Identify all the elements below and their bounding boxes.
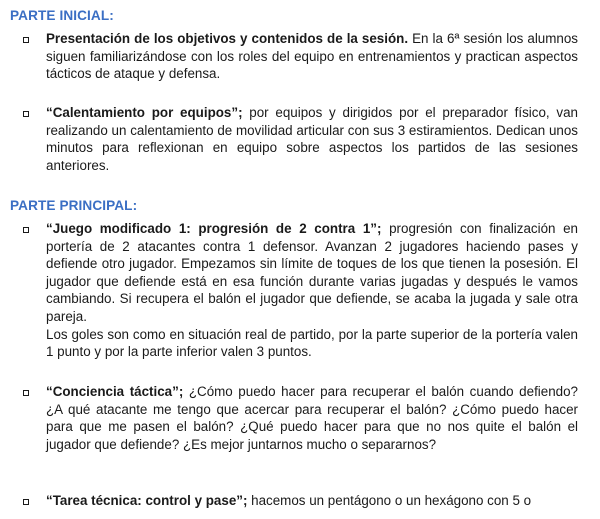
list-item-body: hacemos un pentágono o un hexágono con 5 o (247, 493, 532, 508)
list-item-body: En la 6ª sesión los alumnos siguen familiarizándose con los roles del equipo en entrenamientos y practican aspectos tácticos de ataque y defensa. (46, 31, 579, 82)
list-item (20, 383, 578, 453)
list-item-body: ¿Cómo puedo hacer para recuperar el balón cuando defiendo? ¿A qué atacante me tengo que acercar para recuperar el balón? ¿Cómo puedo hacer para que me pasen el balón? ¿Qué puedo hacer para que no nos quite el balón el jugador que defiende? ¿Es mejor juntarnos mucho o separarnos? (46, 384, 579, 452)
square-bullet-icon (23, 111, 29, 117)
list-item (20, 30, 578, 83)
list-item-text (46, 220, 578, 361)
list-item-paragraph (46, 220, 578, 326)
list-item-text (46, 30, 578, 83)
section-heading-parte-principal: PARTE PRINCIPAL: (10, 198, 138, 213)
list-item-text (46, 492, 578, 510)
list-item-bold-lead: “Calentamiento por equipos”; (46, 105, 243, 120)
square-bullet-icon (23, 390, 29, 396)
list-item-text (46, 383, 578, 453)
list-item-bold-lead: “Juego modificado 1: progresión de 2 contra 1”; (46, 221, 382, 236)
square-bullet-icon (23, 227, 29, 233)
square-bullet-icon (23, 37, 29, 43)
section-heading-parte-inicial: PARTE INICIAL: (10, 8, 114, 23)
list-item-bold-lead: “Tarea técnica: control y pase”; (46, 493, 248, 508)
list-item (20, 104, 578, 174)
list-item-body: por equipos y dirigidos por el preparador físico, van realizando un calentamiento de movilidad articular con sus 3 estiramientos. Dedican unos minutos para reflexionan en equipo sobre aspectos los partidos de las sesiones anteriores. (46, 105, 578, 173)
list-item-bold-lead: “Conciencia táctica”; (46, 384, 184, 399)
list-item (20, 492, 578, 510)
list-item (20, 220, 578, 361)
list-item-bold-lead: Presentación de los objetivos y contenidos de la sesión. (46, 31, 409, 46)
list-item-body: progresión con finalización en portería de 2 atacantes contra 1 defensor. Avanzan 2 jugadores haciendo pases y defiende otro jugador. Empezamos sin límite de toques de los que tienen la posesión. El jugador que defiende está en esa función durante varias jugadas y después le vamos cambiando. Si recupera el balón el jugador que defiende, se acaba la jugada y sale otra pareja. (46, 221, 579, 324)
square-bullet-icon (23, 499, 29, 505)
list-item-text (46, 104, 578, 174)
list-item-paragraph: Los goles son como en situación real de partido, por la parte superior de la portería valen 1 punto y por la parte inferior valen 3 puntos. (46, 326, 578, 360)
